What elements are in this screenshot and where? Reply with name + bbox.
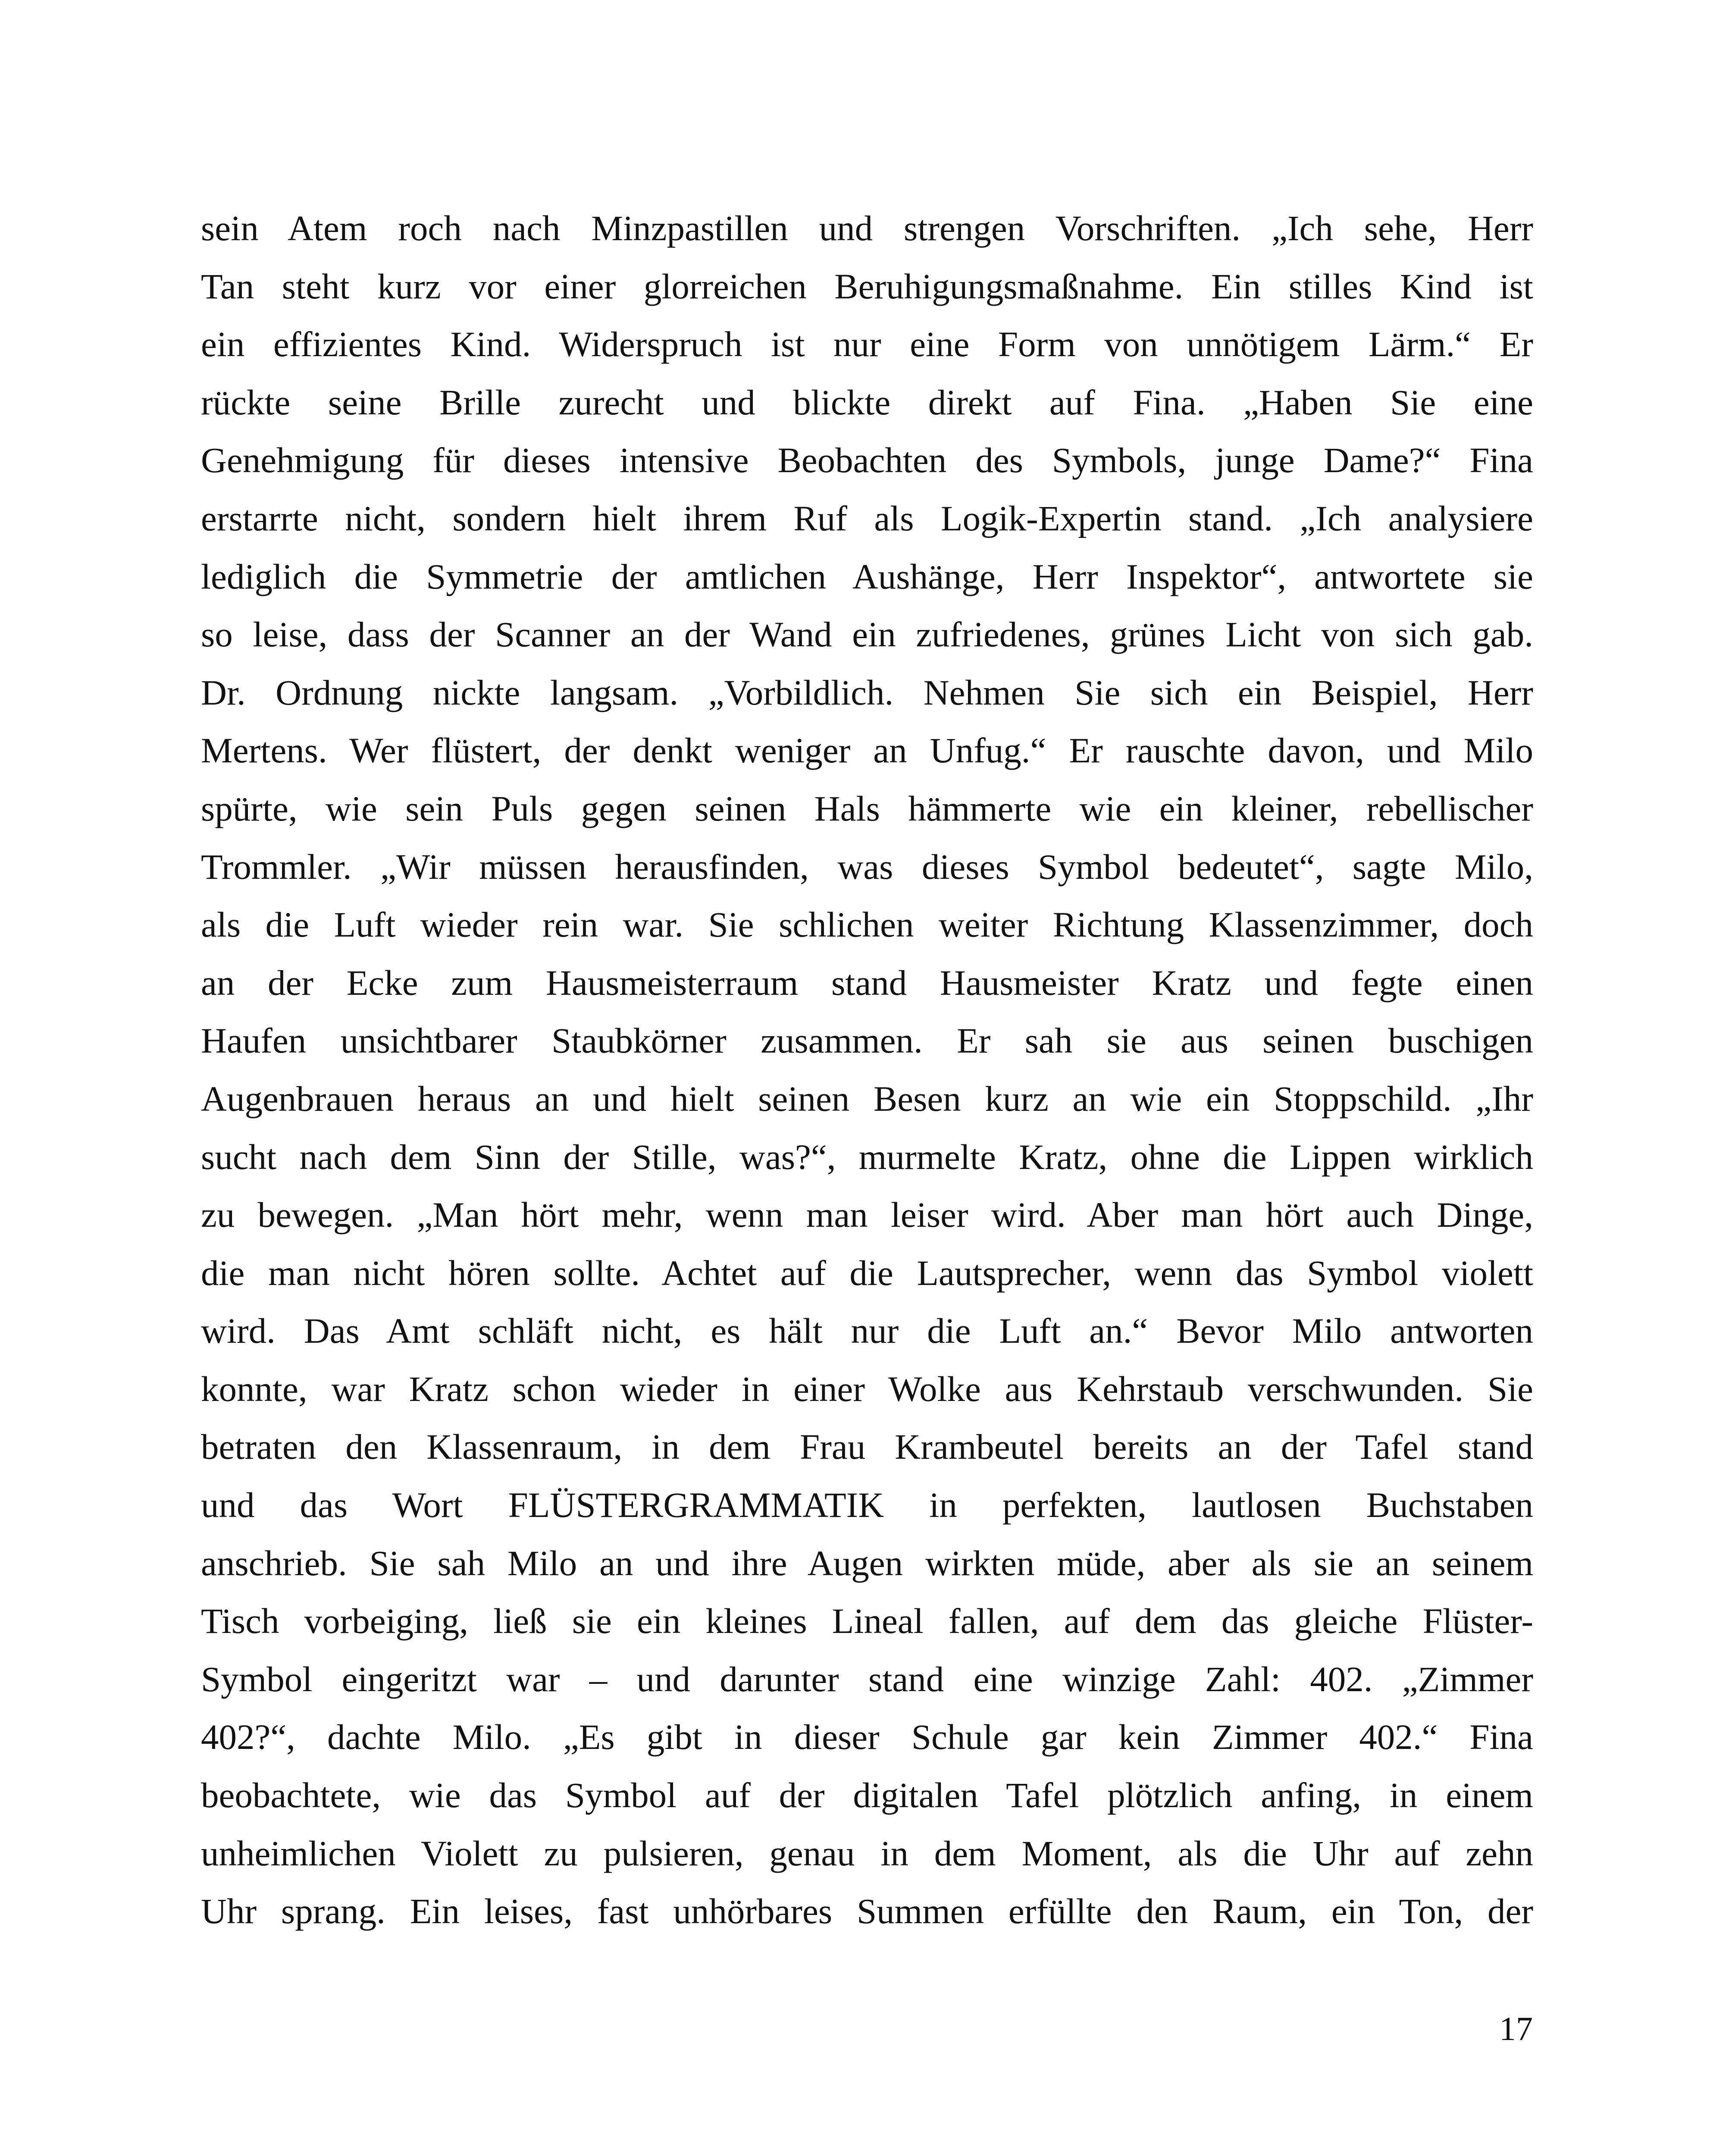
text-line: 402?“, dachte Milo. „Es gibt in dieser Schule gar kein Zimmer 402.“ Fina xyxy=(201,1717,1533,1757)
text-line: Trommler. „Wir müssen herausfinden, was dieses Symbol bedeutet“, sagte Milo, xyxy=(201,846,1533,887)
page-number: 17 xyxy=(1499,2010,1533,2047)
text-line: beobachtete, wie das Symbol auf der digitalen Tafel plötzlich anfing, in einem xyxy=(201,1775,1533,1815)
text-line: ein effizientes Kind. Widerspruch ist nur eine Form von unnötigem Lärm.“ Er xyxy=(201,324,1533,364)
text-line: Uhr sprang. Ein leises, fast unhörbares Summen erfüllte den Raum, ein Ton, der xyxy=(201,1891,1533,1931)
text-line: Tan steht kurz vor einer glorreichen Beruhigungsmaßnahme. Ein stilles Kind ist xyxy=(201,266,1533,306)
text-line: und das Wort FLÜSTERGRAMMATIK in perfekten, lautlosen Buchstaben xyxy=(201,1485,1533,1525)
text-line: sucht nach dem Sinn der Stille, was?“, murmelte Kratz, ohne die Lippen wirklich xyxy=(201,1137,1533,1177)
text-line: Tisch vorbeiging, ließ sie ein kleines Lineal fallen, auf dem das gleiche Flüster- xyxy=(201,1601,1533,1641)
text-line: zu bewegen. „Man hört mehr, wenn man leiser wird. Aber man hört auch Dinge, xyxy=(201,1195,1533,1235)
text-line: die man nicht hören sollte. Achtet auf die Lautsprecher, wenn das Symbol violett xyxy=(201,1253,1533,1293)
text-line: betraten den Klassenraum, in dem Frau Krambeutel bereits an der Tafel stand xyxy=(201,1427,1533,1467)
text-line: Haufen unsichtbarer Staubkörner zusammen. Er sah sie aus seinen buschigen xyxy=(201,1021,1533,1061)
text-line: rückte seine Brille zurecht und blickte direkt auf Fina. „Haben Sie eine xyxy=(201,382,1533,422)
text-line: Augenbrauen heraus an und hielt seinen Besen kurz an wie ein Stoppschild. „Ihr xyxy=(201,1078,1533,1119)
text-line: wird. Das Amt schläft nicht, es hält nur die Luft an.“ Bevor Milo antworten xyxy=(201,1311,1533,1351)
text-line: lediglich die Symmetrie der amtlichen Aushänge, Herr Inspektor“, antwortete sie xyxy=(201,556,1533,596)
text-line: spürte, wie sein Puls gegen seinen Hals hämmerte wie ein kleiner, rebellischer xyxy=(201,788,1533,828)
text-line: als die Luft wieder rein war. Sie schlichen weiter Richtung Klassenzimmer, doch xyxy=(201,905,1533,945)
text-line: sein Atem roch nach Minzpastillen und strengen Vorschriften. „Ich sehe, Herr xyxy=(201,208,1533,248)
text-line: an der Ecke zum Hausmeisterraum stand Hausmeister Kratz und fegte einen xyxy=(201,962,1533,1003)
body-text xyxy=(201,199,1533,1940)
text-line: Mertens. Wer flüstert, der denkt weniger an Unfug.“ Er rauschte davon, und Milo xyxy=(201,730,1533,771)
text-line: Dr. Ordnung nickte langsam. „Vorbildlich. Nehmen Sie sich ein Beispiel, Herr xyxy=(201,672,1533,712)
text-line: anschrieb. Sie sah Milo an und ihre Augen wirkten müde, aber als sie an seinem xyxy=(201,1543,1533,1583)
text-line: Symbol eingeritzt war – und darunter stand eine winzige Zahl: 402. „Zimmer xyxy=(201,1659,1533,1699)
text-line: unheimlichen Violett zu pulsieren, genau in dem Moment, als die Uhr auf zehn xyxy=(201,1833,1533,1873)
text-line: Genehmigung für dieses intensive Beobachten des Symbols, junge Dame?“ Fina xyxy=(201,440,1533,480)
text-line: konnte, war Kratz schon wieder in einer Wolke aus Kehrstaub verschwunden. Sie xyxy=(201,1369,1533,1409)
text-line: so leise, dass der Scanner an der Wand ein zufriedenes, grünes Licht von sich gab. xyxy=(201,614,1533,655)
text-line: erstarrte nicht, sondern hielt ihrem Ruf als Logik-Expertin stand. „Ich analysiere xyxy=(201,498,1533,538)
